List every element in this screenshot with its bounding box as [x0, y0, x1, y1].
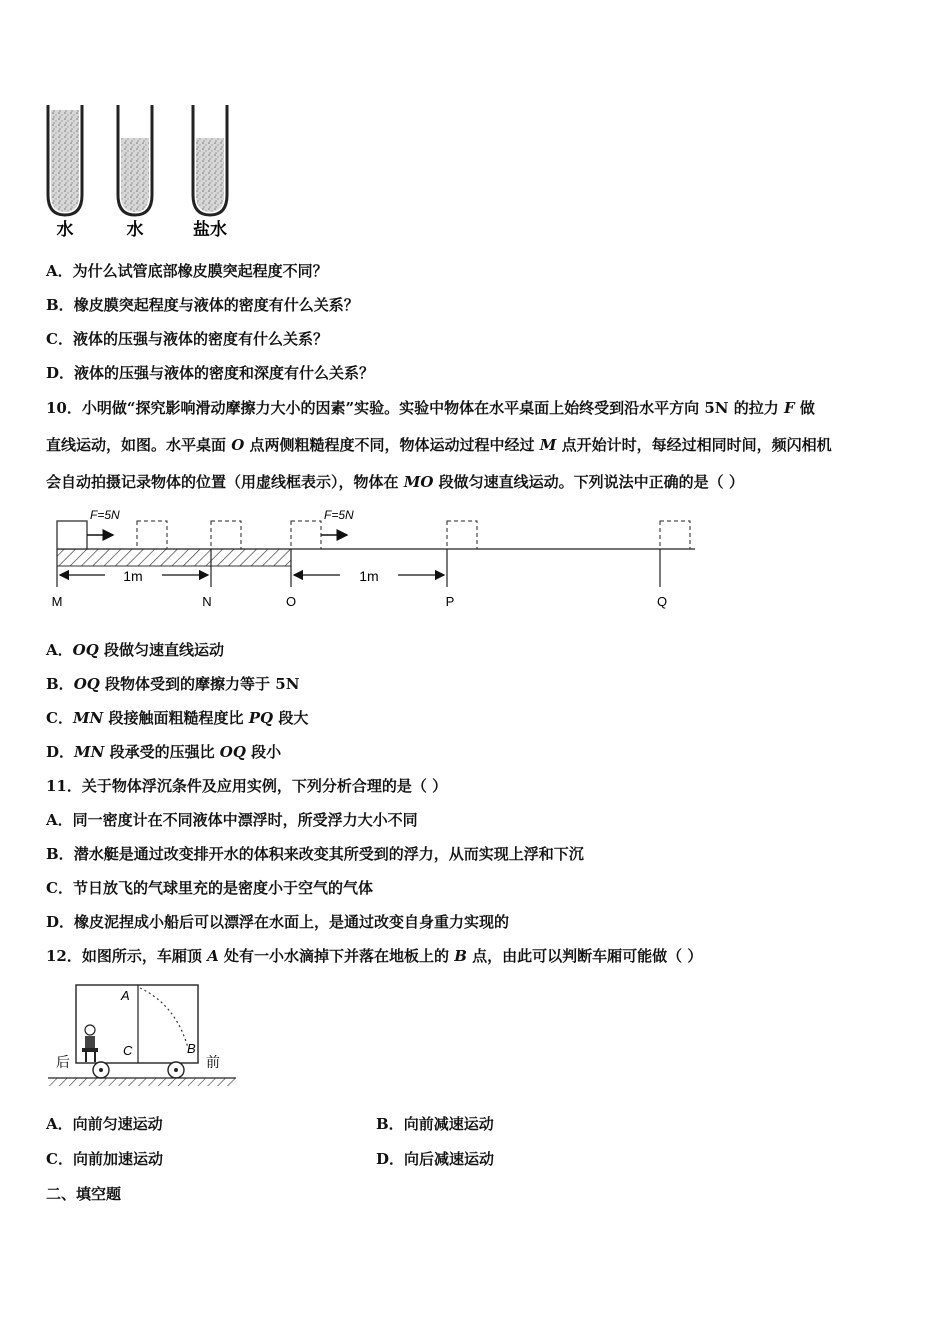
- q9-option-a: A．为什么试管底部橡皮膜突起程度不同？: [46, 262, 328, 280]
- q11-option-c: C．节日放飞的气球里充的是密度小于空气的气体: [46, 879, 373, 897]
- tube-label-2: 水: [126, 220, 144, 239]
- tube-label-3: 盐水: [193, 220, 227, 239]
- q12-stem: 12．如图所示，车厢顶 A 处有一小水滴掉下并落在地板上的 B 点，由此可以判断车厢可能做（ ）: [46, 947, 703, 965]
- q12-option-b: B．向前减速运动: [376, 1115, 494, 1133]
- q11-option-a: A．同一密度计在不同液体中漂浮时，所受浮力大小不同: [46, 811, 418, 829]
- force-label-1: F=5N: [90, 508, 120, 522]
- label-c: C: [123, 1043, 133, 1058]
- q12-option-a: A．向前匀速运动: [46, 1115, 163, 1133]
- q10-option-d: D．MN 段承受的压强比 OQ 段小: [46, 743, 282, 761]
- force-label-2: F=5N: [324, 508, 354, 522]
- q11-option-b: B．潜水艇是通过改变排开水的体积来改变其所受到的浮力，从而实现上浮和下沉: [46, 845, 584, 863]
- q12-option-d: D．向后减速运动: [376, 1150, 495, 1168]
- label-back: 后: [56, 1054, 70, 1070]
- dashed-block-3: [291, 521, 321, 549]
- q10-option-c: C．MN 段接触面粗糙程度比 PQ 段大: [46, 709, 309, 727]
- train-car-figure: [46, 980, 246, 1090]
- q9-option-c: C．液体的压强与液体的密度有什么关系？: [46, 330, 328, 348]
- q10-stem-line1: 10．小明做“探究影响滑动摩擦力大小的因素”实验。实验中物体在水平桌面上始终受到沿水平方向 5N 的拉力 F 做: [46, 399, 815, 417]
- distance-label-1: 1m: [123, 568, 143, 584]
- tube-2: [118, 105, 152, 215]
- label-b: B: [187, 1041, 196, 1056]
- point-m: M: [51, 594, 63, 609]
- q10-option-b: B．OQ 段物体受到的摩擦力等于 5N: [46, 675, 300, 693]
- point-p: P: [445, 594, 455, 609]
- point-q: Q: [656, 594, 668, 609]
- block-solid: [57, 521, 87, 549]
- q10-stem-line2: 直线运动，如图。水平桌面 O 点两侧粗糙程度不同，物体运动过程中经过 M 点开始计时，每经过相同时间，频闪相机: [46, 436, 832, 454]
- dashed-block-2: [211, 521, 241, 549]
- point-o: O: [285, 594, 297, 609]
- label-front: 前: [206, 1054, 220, 1070]
- tube-3: [193, 105, 227, 215]
- tube-label-1: 水: [56, 220, 74, 239]
- label-a: A: [121, 988, 130, 1003]
- friction-figure: [40, 505, 710, 615]
- q10-option-a: A．OQ 段做匀速直线运动: [46, 641, 225, 659]
- q12-option-c: C．向前加速运动: [46, 1150, 163, 1168]
- q11-stem: 11．关于物体浮沉条件及应用实例，下列分析合理的是（ ）: [46, 777, 448, 795]
- q10-stem-line3: 会自动拍摄记录物体的位置（用虚线框表示），物体在 MO 段做匀速直线运动。下列说法中正确的是（ ）: [46, 473, 744, 491]
- test-tubes-figure: [40, 100, 240, 240]
- rough-surface: [57, 549, 291, 566]
- dashed-block-4: [447, 521, 477, 549]
- section-title: 二、填空题: [46, 1185, 122, 1203]
- dashed-block-5: [660, 521, 690, 549]
- q11-option-d: D．橡皮泥捏成小船后可以漂浮在水面上，是通过改变自身重力实现的: [46, 913, 510, 931]
- q9-option-b: B．橡皮膜突起程度与液体的密度有什么关系？: [46, 296, 359, 314]
- dashed-block-1: [137, 521, 167, 549]
- distance-label-2: 1m: [359, 568, 379, 584]
- point-n: N: [202, 594, 212, 609]
- q9-option-d: D．液体的压强与液体的密度和深度有什么关系？: [46, 364, 375, 382]
- tube-1: [48, 105, 82, 215]
